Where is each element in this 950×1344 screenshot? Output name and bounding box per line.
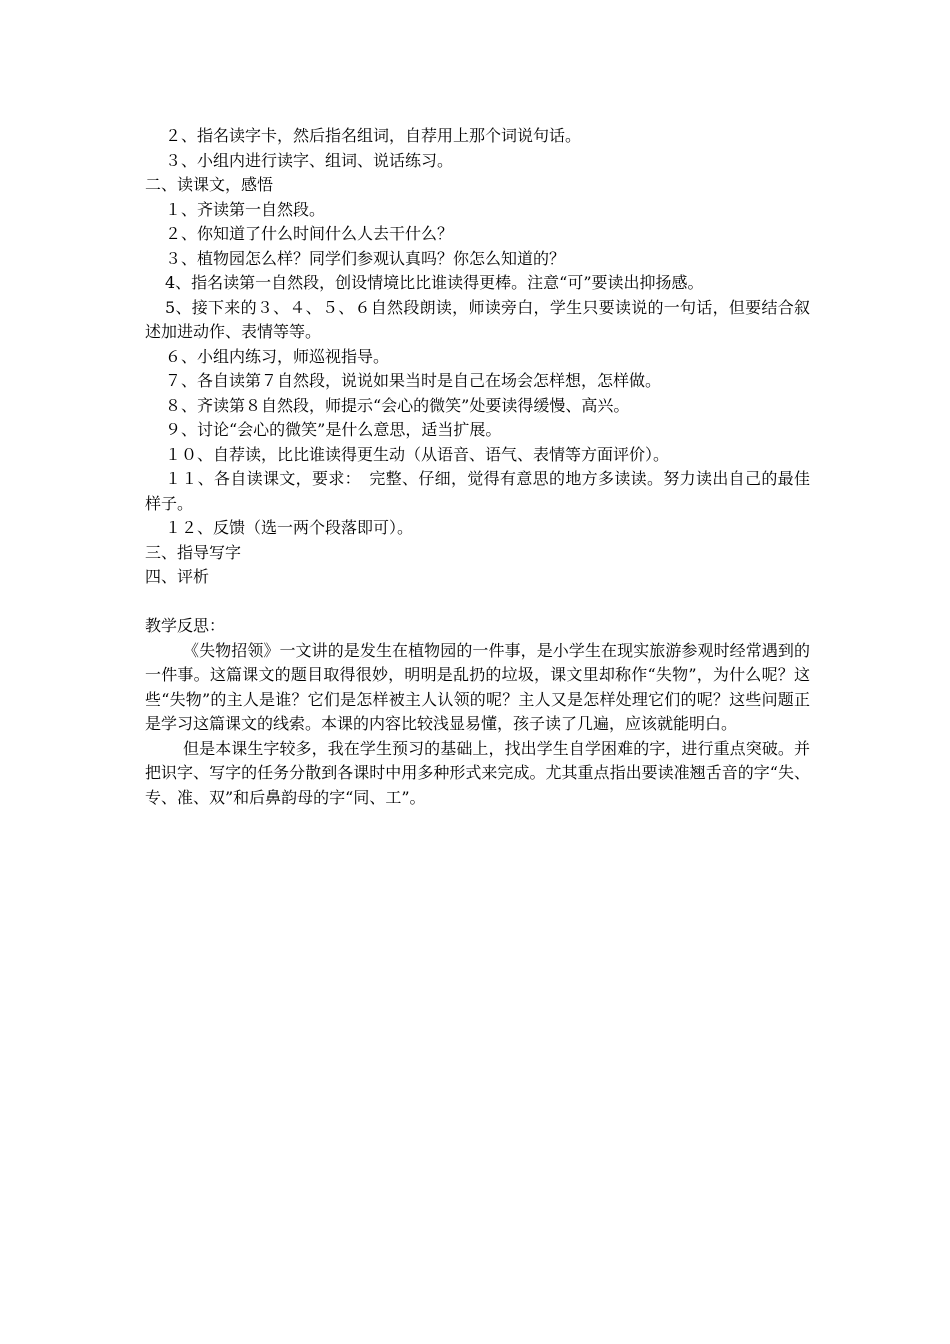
reflection-paragraph-2: 但是本课生字较多，我在学生预习的基础上，找出学生自学困难的字，进行重点突破。并把识字、写字的任务分散到各课时中用多种形式来完成。尤其重点指出要读准翘舌音的字“失、专、准、双”和后鼻韵母的字“同、工”。 bbox=[145, 738, 810, 807]
s2-item-1: １、齐读第一自然段。 bbox=[165, 199, 326, 219]
section-4-heading: 四、评析 bbox=[145, 567, 210, 586]
s2-item-5: 5、接下来的３、４、５、６自然段朗读，师读旁白，学生只要读说的一句话，但要结合叙述加进动作、表情等等。 bbox=[145, 297, 810, 341]
s2-item-9: ９、讨论“会心的微笑”是什么意思，适当扩展。 bbox=[165, 420, 502, 439]
s2-item-8: ８、齐读第８自然段，师提示“会心的微笑”处要读得缓慢、高兴。 bbox=[165, 395, 630, 415]
s2-item-7: ７、各自读第７自然段，说说如果当时是自己在场会怎样想，怎样做。 bbox=[165, 371, 662, 390]
document-body bbox=[145, 124, 810, 810]
s2-item-3: ３、植物园怎么样？同学们参观认真吗？你怎么知道的？ bbox=[165, 248, 566, 268]
blank-line bbox=[145, 590, 810, 615]
s2-item-2: ２、你知道了什么时间什么人去干什么？ bbox=[165, 224, 454, 243]
reflection-paragraph-1: 《失物招领》一文讲的是发生在植物园的一件事，是小学生在现实旅游参观时经常遇到的一件事。这篇课文的题目取得很妙，明明是乱扔的垃圾，课文里却称作“失物”，为什么呢？这些“失物”的主人是谁？它们是怎样被主人认领的呢？主人又是怎样处理它们的呢？这些问题正是学习这篇课文的线索。本课的内容比较浅显易懂，孩子读了几遍，应该就能明白。 bbox=[145, 640, 810, 733]
s2-item-10: １０、自荐读，比比谁读得更生动（从语音、语气、表情等方面评价）。 bbox=[165, 444, 670, 464]
s2-item-6: ６、小组内练习，师巡视指导。 bbox=[165, 346, 390, 366]
section-3-heading: 三、指导写字 bbox=[145, 542, 242, 562]
lesson-item-3: ３、小组内进行读字、组词、说话练习。 bbox=[165, 150, 454, 170]
s2-item-4: 4、指名读第一自然段，创设情境比比谁读得更棒。注意“可”要读出抑扬感。 bbox=[165, 273, 704, 292]
section-2-heading: 二、读课文，感悟 bbox=[145, 175, 274, 194]
s2-item-12: １２、反馈（选一两个段落即可）。 bbox=[165, 518, 414, 537]
reflection-heading: 教学反思： bbox=[145, 616, 226, 635]
lesson-item-2: ２、指名读字卡，然后指名组词，自荐用上那个词说句话。 bbox=[165, 126, 582, 145]
s2-item-11: １１、各自读课文，要求： 完整、仔细，觉得有意思的地方多读读。努力读出自己的最佳样子。 bbox=[145, 469, 810, 513]
